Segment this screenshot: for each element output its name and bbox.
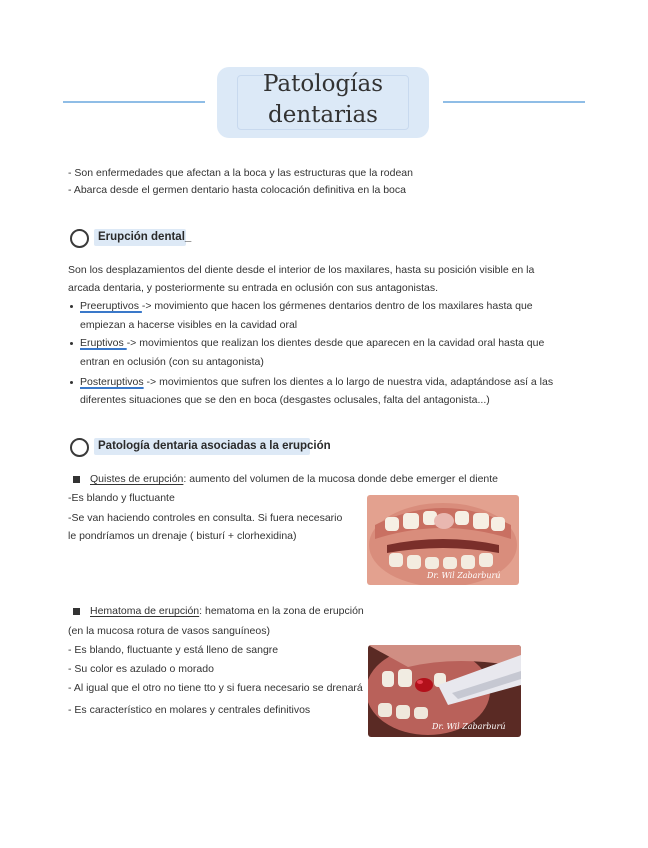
item-text: -> movimientos que sufren los dientes a lo largo de nuestra vida, adaptándose así a las	[143, 376, 554, 388]
hematoma-line-3: - Su color es azulado o morado	[68, 663, 214, 675]
term-preeruptivos: Preeruptivos	[80, 300, 142, 312]
header-line-left	[63, 101, 205, 103]
intro-line-2: - Abarca desde el germen dentario hasta colocación definitiva en la boca	[68, 184, 406, 196]
bullet-dot	[70, 381, 73, 384]
cyst-line-2: -Se van haciendo controles en consulta. Si fuera necesario	[68, 512, 343, 524]
list-item-eruptivos-cont: entran en oclusión (con su antagonista)	[80, 356, 264, 368]
list-item-preeruptivos-cont: empiezan a hacerse visibles en la cavidad oral	[80, 319, 298, 331]
definition-line-1: Son los desplazamientos del diente desde el interior de los maxilares, hasta su posición visible en la	[68, 264, 535, 276]
term-eruptivos: Eruptivos	[80, 337, 127, 349]
list-item-posteruptivos-cont: diferentes situaciones que se den en boca (desgastes oclusales, falta del antagonista...)	[80, 394, 490, 406]
page-title	[217, 69, 429, 131]
hematoma-heading	[90, 604, 364, 618]
section-heading-patologia: Patología dentaria asociadas a la erupción	[98, 440, 331, 452]
term-posteruptivos: Posteruptivos	[80, 376, 144, 388]
hematoma-line-2: - Es blando, fluctuante y está lleno de sangre	[68, 644, 279, 656]
list-item-preeruptivos	[80, 299, 533, 313]
section-circle-icon	[70, 229, 89, 248]
item-text: -> movimiento que hacen los gérmenes dentarios dentro de los maxilares hasta que	[141, 300, 533, 312]
hematoma-definition: : hematoma en la zona de erupción	[199, 605, 364, 617]
term-quistes: Quistes de erupción	[90, 473, 184, 485]
hematoma-line-5: - Es característico en molares y centrales definitivos	[68, 704, 311, 716]
photo-watermark: Dr. Wil Zabarburú	[432, 722, 506, 731]
list-item-posteruptivos	[80, 375, 553, 389]
term-hematoma: Hematoma de erupción	[90, 605, 200, 617]
intro-line-1: - Son enfermedades que afectan a la boca y las estructuras que la rodean	[68, 167, 413, 179]
header-line-right	[443, 101, 585, 103]
bullet-dot	[70, 305, 73, 308]
eruption-cyst-photo	[367, 495, 519, 585]
title-line-1: Patologías	[262, 71, 384, 97]
title-box	[217, 67, 429, 138]
square-bullet-icon	[73, 476, 80, 483]
bullet-dot	[70, 342, 73, 345]
cyst-heading	[90, 472, 498, 486]
cyst-line-3: le pondríamos un drenaje ( bisturí + clorhexidina)	[68, 530, 297, 542]
hematoma-line-1: (en la mucosa rotura de vasos sanguíneos)	[68, 625, 270, 637]
section-heading-erupcion: Erupción dental_	[98, 231, 192, 243]
hematoma-line-4: - Al igual que el otro no tiene tto y si fuera necesario se drenará	[68, 682, 363, 694]
square-bullet-icon	[73, 608, 80, 615]
eruption-hematoma-photo	[368, 645, 521, 737]
section-circle-icon	[70, 438, 89, 457]
cyst-definition: : aumento del volumen de la mucosa donde debe emerger el diente	[183, 473, 499, 485]
cyst-line-1: -Es blando y fluctuante	[68, 492, 175, 504]
photo-watermark: Dr. Wil Zabarburú	[427, 571, 501, 580]
title-line-2: dentarias	[268, 102, 378, 128]
list-item-eruptivos	[80, 336, 544, 350]
item-text: -> movimientos que realizan los dientes desde que aparecen en la cavidad oral hasta que	[126, 337, 545, 349]
definition-line-2: arcada dentaria, y posteriormente su entrada en oclusión con sus antagonistas.	[68, 282, 439, 294]
